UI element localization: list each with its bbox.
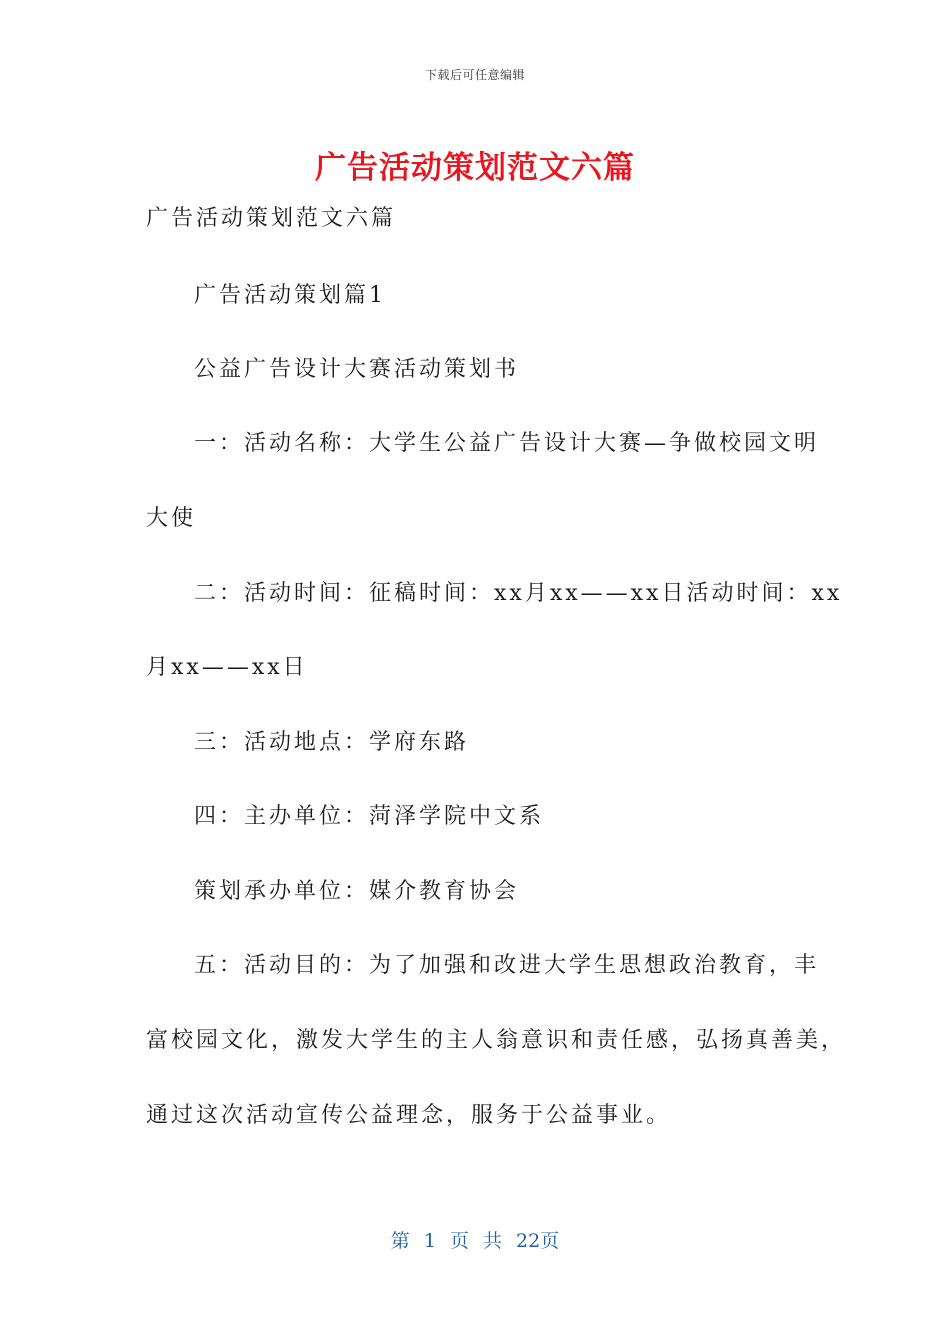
paragraph-line: 一：活动名称：大学生公益广告设计大赛—争做校园文明 [194,431,820,456]
section-heading: 广告活动策划篇1 [194,283,386,308]
paragraph-line: 二：活动时间：征稿时间：xx月xx——xx日活动时间：xx [194,581,843,606]
paragraph-line: 五：活动目的：为了加强和改进大学生思想政治教育，丰 [194,953,820,978]
paragraph-line: 三：活动地点：学府东路 [194,730,470,755]
header-note: 下载后可任意编辑 [424,68,525,82]
paragraph-line: 四：主办单位：菏泽学院中文系 [194,804,545,829]
paragraph-line: 月xx——xx日 [146,655,308,680]
paragraph-line: 富校园文化，激发大学生的主人翁意识和责任感，弘扬真善美， [146,1028,847,1053]
document-title: 广告活动策划范文六篇 [315,150,635,186]
subtitle-line: 广告活动策划范文六篇 [146,206,397,231]
paragraph-line: 大使 [146,506,197,531]
paragraph-line: 策划承办单位：媒介教育协会 [194,879,520,904]
plan-title: 公益广告设计大赛活动策划书 [194,357,520,382]
page-number: 第 1 页 共 22页 [390,1230,560,1252]
paragraph-line: 通过这次活动宣传公益理念，服务于公益事业。 [146,1103,672,1128]
